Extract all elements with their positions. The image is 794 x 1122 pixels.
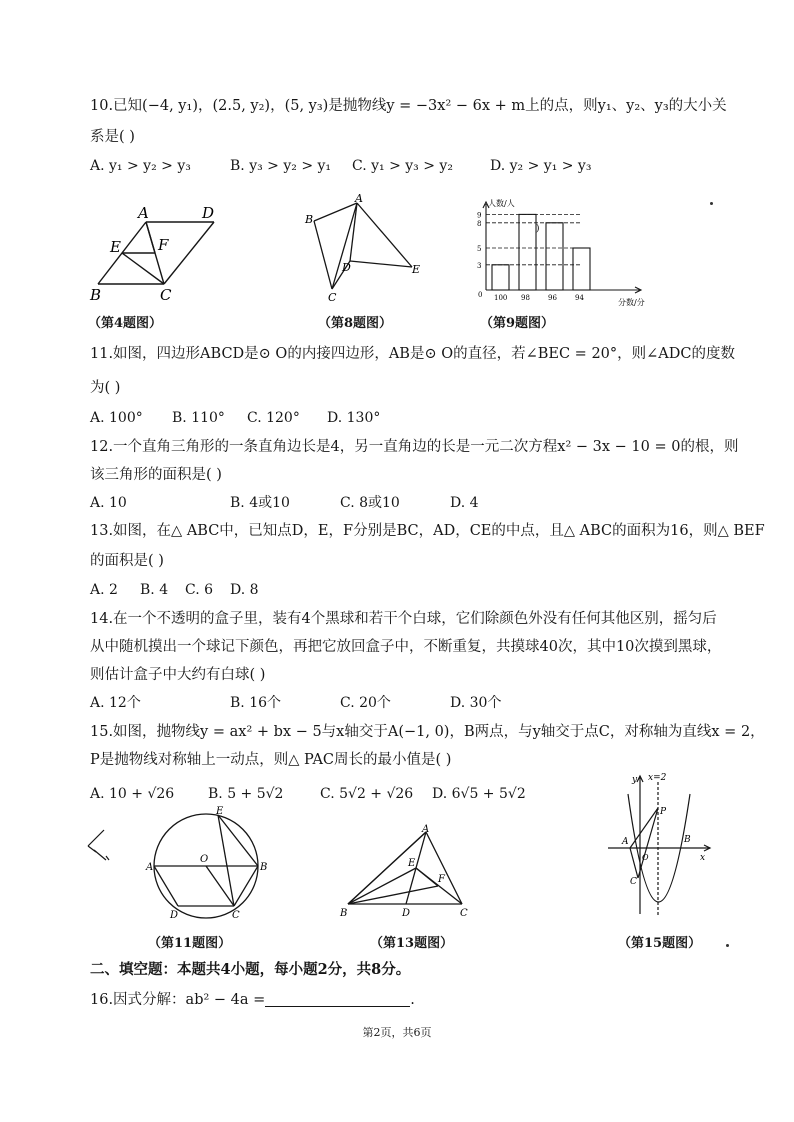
fig4-label-b: B	[90, 286, 102, 302]
q13-option-b: B. 4	[140, 582, 169, 598]
fig8-caption: （第8题图）	[318, 316, 393, 331]
fig11-diagram	[140, 806, 270, 926]
q15-option-a: A. 10 + √26	[90, 786, 175, 802]
fig8-label-d: D	[342, 261, 351, 274]
fig13-label-e: E	[408, 858, 416, 869]
q10-options	[90, 156, 591, 176]
fig13-label-c: C	[460, 908, 468, 919]
q15-stem-line2: P是抛物线对称轴上一动点，则△ PAC周长的最小值是( )	[90, 752, 452, 768]
fig11-label-d: D	[170, 910, 179, 921]
scan-marks	[84, 826, 124, 870]
q10-option-d: D. y₂ > y₁ > y₃	[490, 158, 592, 174]
q14-stem-line3: 则估计盒子中大约有白球( )	[90, 667, 266, 683]
fig9-caption: （第9题图）	[480, 316, 555, 331]
fig15-label-x: x	[700, 853, 706, 863]
fig13-label-b: B	[340, 908, 348, 919]
fig9-bar-94	[573, 248, 590, 290]
fig4-label-a: A	[138, 204, 149, 222]
fig4-label-f: F	[158, 236, 169, 254]
fig15-label-b: B	[684, 835, 691, 845]
fig9-xtick-94: 94	[575, 294, 584, 302]
fig15-label-y: y	[632, 775, 638, 785]
q16-suffix: .	[410, 992, 415, 1008]
fig9-ytick-8: 8	[477, 219, 482, 228]
fig4-label-c: C	[160, 286, 172, 302]
q16-prefix: 16.因式分解：ab² − 4a =	[90, 992, 266, 1008]
q10-stem-line2: 系是( )	[90, 129, 135, 145]
fig8-label-c: C	[328, 291, 337, 303]
q12-option-b: B. 4或10	[230, 495, 290, 511]
q12-stem-line2: 该三角形的面积是( )	[90, 467, 222, 483]
section-2-heading: 二、填空题：本题共4小题，每小题2分，共8分。	[90, 961, 411, 978]
q11-option-c: C. 120°	[247, 410, 300, 426]
fig13-label-a: A	[422, 824, 430, 835]
q10-option-b: B. y₃ > y₂ > y₁	[230, 158, 332, 174]
fig8-label-b: B	[305, 213, 314, 226]
fig8-label-a: A	[355, 193, 363, 205]
q14-stem-line1: 14.在一个不透明的盒子里，装有4个黑球和若干个白球，它们除颜色外没有任何其他区别，摇匀后	[90, 611, 717, 627]
fig9-chart	[472, 196, 672, 306]
fig11-label-c: C	[232, 910, 240, 921]
q11-option-d: D. 130°	[327, 410, 381, 426]
fig11-label-e: E	[216, 806, 224, 817]
q15-option-b: B. 5 + 5√2	[208, 786, 284, 802]
q16-stem	[90, 990, 415, 1010]
q15-option-c: C. 5√2 + √26	[320, 786, 414, 802]
fig9-bar-96	[546, 223, 563, 290]
q13-options	[90, 580, 259, 600]
fig13-diagram	[338, 824, 478, 920]
fig9-ytick-9: 9	[477, 211, 482, 220]
q14-option-c: C. 20个	[340, 695, 391, 711]
fig8-diagram	[300, 193, 430, 303]
q13-option-a: A. 2	[90, 582, 118, 598]
q14-option-d: D. 30个	[450, 695, 502, 711]
q13-stem-line1: 13.如图，在△ ABC中，已知点D，E，F分别是BC，AD，CE的中点，且△ ABC的面积为16，则△ BEF	[90, 523, 765, 539]
q10-option-a: A. y₁ > y₂ > y₃	[90, 158, 191, 174]
q15-options	[90, 784, 526, 804]
fig9-origin: 0	[478, 291, 483, 299]
q11-stem-line1: 11.如图，四边形ABCD是⊙ O的内接四边形，AB是⊙ O的直径，若∠BEC = 20°，则∠ADC的度数	[90, 346, 735, 362]
q12-options	[90, 493, 479, 513]
q13-option-c: C. 6	[185, 582, 214, 598]
q15-stem-line1: 15.如图，抛物线y = ax² + bx − 5与x轴交于A(−1, 0)，B两点，与y轴交于点C，对称轴为直线x = 2，	[90, 724, 765, 740]
q11-option-b: B. 110°	[172, 410, 225, 426]
fig15-label-p: P	[660, 807, 667, 817]
q12-option-a: A. 10	[90, 495, 127, 511]
fig11-label-a: A	[146, 862, 154, 873]
q14-option-b: B. 16个	[230, 695, 282, 711]
q13-option-d: D. 8	[230, 582, 259, 598]
q13-stem-line2: 的面积是( )	[90, 553, 164, 569]
q12-option-c: C. 8或10	[340, 495, 400, 511]
fig11-caption: （第11题图）	[148, 936, 232, 951]
q14-options	[90, 693, 501, 713]
fig9-xtick-100: 100	[494, 294, 508, 302]
page-footer: 第2页，共6页	[362, 1026, 432, 1039]
fig15-label-o: O	[642, 853, 649, 862]
q14-option-a: A. 12个	[90, 695, 141, 711]
q16-answer-blank[interactable]	[265, 992, 410, 1007]
fig4-label-d: D	[202, 204, 215, 222]
fig13-caption: （第13题图）	[370, 936, 454, 951]
q14-stem-line2: 从中随机摸出一个球记下颜色，再把它放回盒子中，不断重复，共摸球40次，其中10次摸到黑球，	[90, 639, 722, 655]
fig15-label-a: A	[622, 837, 629, 847]
fig4-caption: （第4题图）	[88, 316, 163, 331]
fig13-label-d: D	[402, 908, 411, 919]
fig9-mark-glyph: )	[536, 224, 540, 234]
q11-option-a: A. 100°	[90, 410, 143, 426]
q12-option-d: D. 4	[450, 495, 479, 511]
q11-options	[90, 408, 380, 428]
scan-dot	[710, 202, 713, 205]
q10-option-c: C. y₁ > y₃ > y₂	[352, 158, 453, 174]
q11-stem-line2: 为( )	[90, 380, 121, 396]
fig9-ytick-3: 3	[477, 261, 482, 270]
fig11-label-o: O	[200, 854, 209, 865]
fig9-bar-98	[519, 214, 536, 290]
q12-stem-line1: 12.一个直角三角形的一条直角边长是4，另一直角边的长是一元二次方程x² − 3x − 10 = 0的根，则	[90, 439, 739, 455]
fig9-ytick-5: 5	[477, 245, 482, 253]
fig9-xtick-96: 96	[548, 294, 557, 302]
q15-option-d: D. 6√5 + 5√2	[432, 786, 526, 802]
scan-dot-2	[726, 944, 729, 947]
fig11-label-b: B	[260, 862, 268, 873]
fig9-xlabel: 分数/分	[618, 298, 645, 306]
fig9-xtick-98: 98	[521, 294, 530, 302]
fig8-label-e: E	[412, 263, 421, 276]
fig15-diagram	[608, 770, 714, 920]
fig4-diagram	[88, 202, 228, 302]
fig4-label-e: E	[110, 238, 121, 256]
fig15-caption: （第15题图）	[618, 936, 702, 951]
q10-stem-line1: 10.已知(−4, y₁)，(2.5, y₂)，(5, y₃)是抛物线y = −3x² − 6x + m上的点，则y₁、y₂、y₃的大小关	[90, 98, 727, 114]
fig15-label-axis: x=2	[648, 773, 667, 783]
fig9-bar-100	[492, 265, 509, 290]
fig15-label-c: C	[630, 877, 637, 887]
fig9-ylabel: 人数/人	[488, 199, 515, 208]
fig13-label-f: F	[438, 874, 445, 885]
